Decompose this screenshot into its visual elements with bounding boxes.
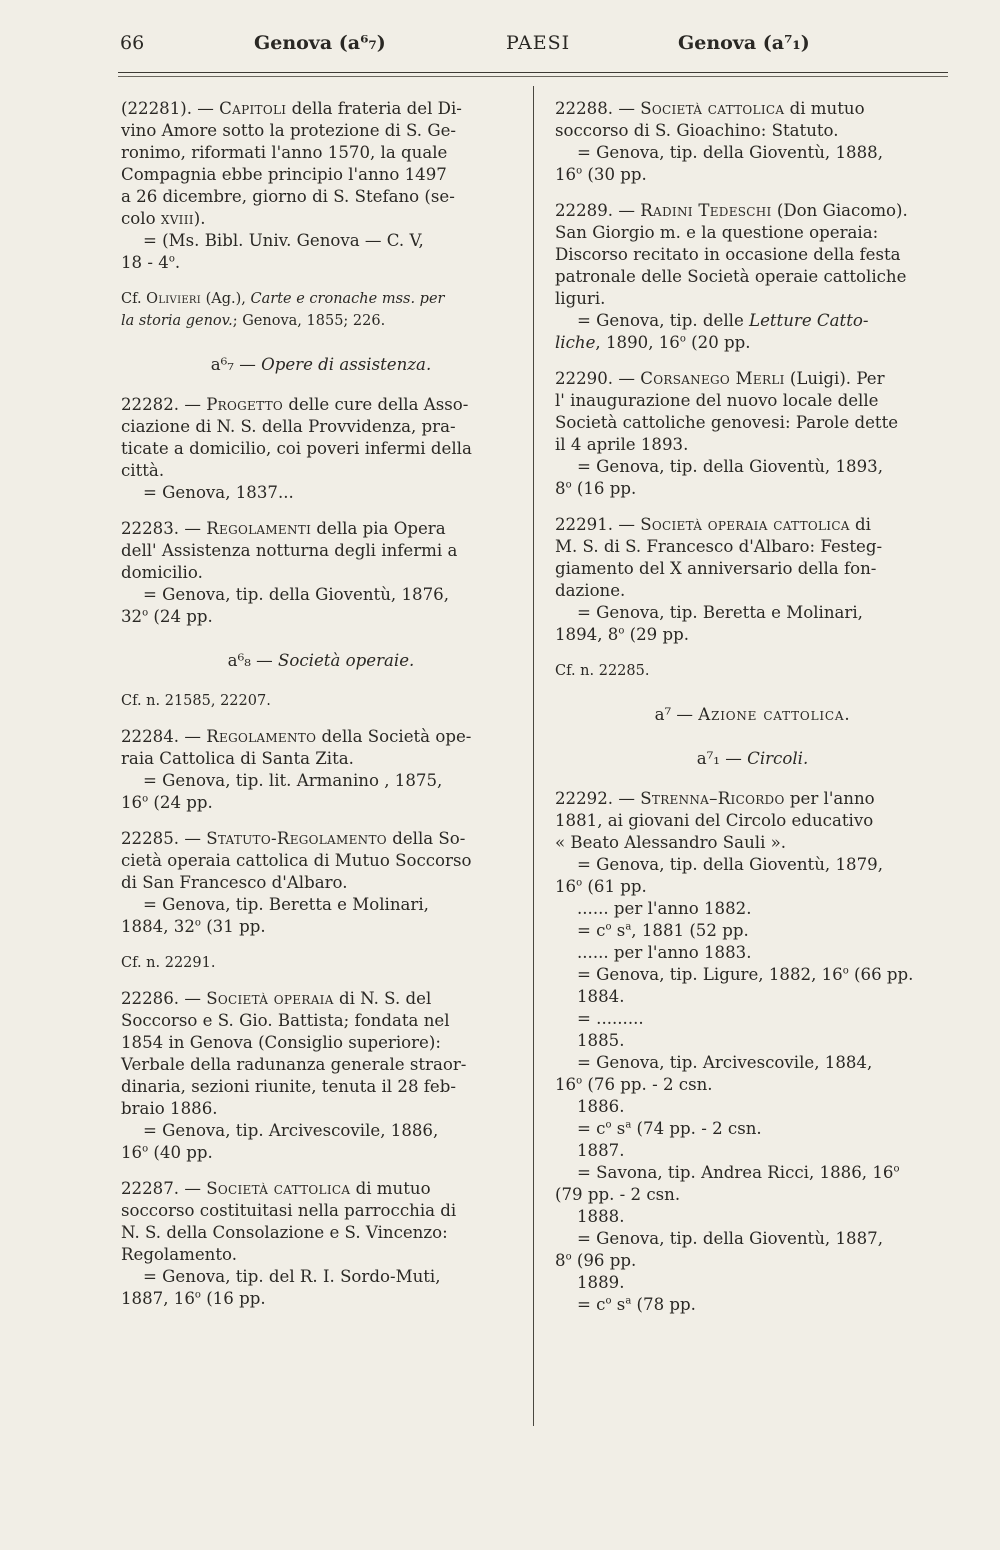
entry-line: 22284. — Regolamento della Società ope- (121, 727, 472, 746)
page-number: 66 (120, 32, 145, 54)
superscript: o (194, 1289, 201, 1301)
small-caps-run: Olivieri (146, 291, 202, 307)
bibliographic-entry (555, 200, 950, 354)
entry-line: Discorso recitato in occasione della festa (555, 245, 901, 264)
running-head-right: Genova (a⁷₁) (678, 32, 810, 54)
superscript: o (618, 625, 625, 637)
superscript: o (576, 877, 583, 889)
bibliographic-entry (555, 514, 950, 646)
italic-run: la storia genov. (121, 313, 233, 329)
entry-line: ronimo, riformati l'anno 1570, la quale (121, 143, 448, 162)
small-caps-run: Regolamento (206, 727, 317, 746)
entry-line: 16$^o$ (76 pp. - 2 csn. (555, 1075, 713, 1094)
cross-reference (121, 288, 521, 332)
right-column (555, 98, 950, 1330)
entry-line: = Genova, tip. Ligure, 1882, 16$^o$ (66 pp. (577, 965, 914, 984)
small-caps-run: Capitoli (219, 99, 287, 118)
entry-line: 1886. (577, 1097, 625, 1116)
entry-line: 1884. (577, 987, 625, 1006)
entry-line: 8$^o$ (96 pp. (555, 1251, 637, 1270)
running-head (0, 32, 1000, 66)
entry-line: Regolamento. (121, 1245, 238, 1264)
italic-run: liche (555, 333, 596, 352)
small-caps-run: Progetto (206, 395, 284, 414)
superscript: o (605, 1119, 612, 1131)
entry-line: = Genova, tip. della Gioventù, 1893, (577, 457, 883, 476)
entry-line: cietà operaia cattolica di Mutuo Soccorso (121, 851, 472, 870)
section-heading: a⁷ — Azione cattolica. (654, 705, 851, 724)
entry-line: (79 pp. - 2 csn. (555, 1185, 681, 1204)
small-caps-run: Statuto-Regolamento (206, 829, 387, 848)
entry-line: la storia genov.; Genova, 1855; 226. (121, 313, 386, 329)
entry-line: Soccorso e S. Gio. Battista; fondata nel (121, 1011, 450, 1030)
superscript: o (605, 1295, 612, 1307)
entry-line: 1887. (577, 1141, 625, 1160)
superscript: o (893, 1163, 900, 1175)
entry-line: 1889. (577, 1273, 625, 1292)
italic-run: Letture Catto- (749, 311, 869, 330)
small-caps-run: Radini Tedeschi (640, 201, 772, 220)
entry-line: 16$^o$ (61 pp. (555, 877, 647, 896)
section-label: a⁶₇ (210, 355, 234, 374)
entry-line: 18 - 4$^o$. (121, 253, 181, 272)
entry-line: 22288. — Società cattolica di mutuo (555, 99, 865, 118)
entry-line: = Genova, tip. della Gioventù, 1879, (577, 855, 883, 874)
entry-line: 1888. (577, 1207, 625, 1226)
entry-line: 1887, 16$^o$ (16 pp. (121, 1289, 266, 1308)
superscript: a (625, 921, 632, 933)
entry-line: 16$^o$ (30 pp. (555, 165, 647, 184)
cross-reference (121, 952, 521, 974)
superscript: a (625, 1295, 632, 1307)
entry-line: l' inaugurazione del nuovo locale delle (555, 391, 879, 410)
cross-reference (555, 660, 950, 682)
section-label: a⁶₈ (227, 651, 251, 670)
small-caps-run: Corsanego Merli (640, 369, 785, 388)
entry-line: 22290. — Corsanego Merli (Luigi). Per (555, 369, 885, 388)
entry-line: « Beato Alessandro Sauli ». (555, 833, 787, 852)
superscript: o (168, 253, 175, 265)
superscript: o (142, 1143, 149, 1155)
entry-line: vino Amore sotto la protezione di S. Ge- (121, 121, 457, 140)
small-caps-run: Società cattolica (640, 99, 785, 118)
entry-line: di San Francesco d'Albaro. (121, 873, 348, 892)
section-heading: a⁶₇ — Opere di assistenza. (210, 355, 432, 374)
bibliographic-entry (121, 98, 521, 274)
bibliographic-entry (555, 368, 950, 500)
entry-line: ...... per l'anno 1883. (577, 943, 752, 962)
section-title: Società operaie. (278, 651, 415, 670)
header-rule-thin (118, 76, 948, 77)
entry-line: giamento del X anniversario della fon- (555, 559, 877, 578)
entry-line: Società cattoliche genovesi: Parole dette (555, 413, 899, 432)
superscript: o (576, 165, 583, 177)
section-label: a⁷₁ (696, 749, 720, 768)
entry-line: dinaria, sezioni riunite, tenuta il 28 feb- (121, 1077, 456, 1096)
entry-line: = Genova, 1837... (143, 483, 294, 502)
superscript: o (576, 1075, 583, 1087)
entry-line: il 4 aprile 1893. (555, 435, 689, 454)
entry-line: 1885. (577, 1031, 625, 1050)
entry-line: a 26 dicembre, giorno di S. Stefano (se- (121, 187, 455, 206)
entry-line: 1881, ai giovani del Circolo educativo (555, 811, 874, 830)
entry-line: Compagnia ebbe principio l'anno 1497 (121, 165, 447, 184)
entry-line: 22285. — Statuto-Regolamento della So- (121, 829, 466, 848)
entry-line: 32$^o$ (24 pp. (121, 607, 213, 626)
entry-line: colo xviii). (121, 209, 206, 228)
bibliographic-entry (121, 518, 521, 628)
entry-line: città. (121, 461, 165, 480)
small-caps-run: Società operaia cattolica (640, 515, 850, 534)
entry-line: = Genova, tip. del R. I. Sordo-Muti, (143, 1267, 441, 1286)
entry-line: = Genova, tip. lit. Armanino , 1875, (143, 771, 443, 790)
superscript: o (565, 1251, 572, 1263)
entry-line: 22282. — Progetto delle cure della Asso- (121, 395, 469, 414)
entry-line: Cf. n. 22291. (121, 955, 216, 971)
small-caps-run: Società cattolica (206, 1179, 351, 1198)
entry-line: ciazione di N. S. della Provvidenza, pra- (121, 417, 456, 436)
superscript: a (625, 1119, 632, 1131)
cross-reference (121, 690, 521, 712)
section-title: Azione cattolica. (698, 705, 851, 724)
entry-line: = Genova, tip. Beretta e Molinari, (577, 603, 863, 622)
entry-line: = (Ms. Bibl. Univ. Genova — C. V, (143, 231, 424, 250)
entry-line: dell' Assistenza notturna degli infermi a (121, 541, 458, 560)
section-title: Circoli. (747, 749, 809, 768)
entry-line: San Giorgio m. e la questione operaia: (555, 223, 879, 242)
section-title: Opere di assistenza. (261, 355, 432, 374)
entry-line: = Genova, tip. delle Letture Catto- (577, 311, 869, 330)
entry-line: Cf. n. 21585, 22207. (121, 693, 271, 709)
entry-line: (22281). — Capitoli della frateria del Di- (121, 99, 462, 118)
small-caps-run: xviii (160, 209, 194, 228)
entry-line: 1854 in Genova (Consiglio superiore): (121, 1033, 441, 1052)
entry-line: = ......... (577, 1009, 644, 1028)
entry-line: soccorso costituitasi nella parrocchia di (121, 1201, 457, 1220)
bibliographic-entry (121, 828, 521, 938)
superscript: o (565, 479, 572, 491)
entry-line: 22291. — Società operaia cattolica di (555, 515, 871, 534)
entry-line: ticate a domicilio, coi poveri infermi della (121, 439, 472, 458)
entry-line: domicilio. (121, 563, 203, 582)
entry-line: patronale delle Società operaie cattoliche (555, 267, 907, 286)
bibliographic-entry (121, 726, 521, 814)
entry-line: raia Cattolica di Santa Zita. (121, 749, 354, 768)
entry-line: Cf. n. 22285. (555, 663, 650, 679)
entry-line: liguri. (555, 289, 606, 308)
superscript: o (142, 793, 149, 805)
entry-line: = $c^o$ $s^a$, 1881 (52 pp. (577, 921, 749, 940)
entry-line: = Genova, tip. della Gioventù, 1888, (577, 143, 883, 162)
section-heading: a⁷₁ — Circoli. (696, 749, 809, 768)
entry-line: = $c^o$ $s^a$ (74 pp. - 2 csn. (577, 1119, 762, 1138)
entry-line: braio 1886. (121, 1099, 218, 1118)
italic-run: Carte e cronache mss. per (250, 291, 445, 307)
entry-line: 22292. — Strenna–Ricordo per l'anno (555, 789, 875, 808)
header-rule (118, 72, 948, 73)
entry-line: = Genova, tip. Beretta e Molinari, (143, 895, 429, 914)
section-label: a⁷ (654, 705, 672, 724)
section-heading: a⁶₈ — Società operaie. (227, 651, 415, 670)
entry-line: 22283. — Regolamenti della pia Opera (121, 519, 446, 538)
bibliographic-entry (121, 1178, 521, 1310)
entry-line: ...... per l'anno 1882. (577, 899, 752, 918)
entry-line: = Genova, tip. della Gioventù, 1876, (143, 585, 449, 604)
entry-line: M. S. di S. Francesco d'Albaro: Festeg- (555, 537, 883, 556)
entry-line: Verbale della radunanza generale straor- (121, 1055, 467, 1074)
running-head-center: PAESI (506, 32, 571, 54)
superscript: o (194, 917, 201, 929)
superscript: o (142, 607, 149, 619)
entry-line: liche, 1890, 16$^o$ (20 pp. (555, 333, 751, 352)
entry-line: 8$^o$ (16 pp. (555, 479, 637, 498)
entry-line: = Genova, tip. Arcivescovile, 1884, (577, 1053, 873, 1072)
entry-line: = $c^o$ $s^a$ (78 pp. (577, 1295, 696, 1314)
entry-line: = Genova, tip. della Gioventù, 1887, (577, 1229, 883, 1248)
superscript: o (679, 333, 686, 345)
small-caps-run: Società operaia (206, 989, 334, 1008)
entry-line: N. S. della Consolazione e S. Vincenzo: (121, 1223, 448, 1242)
entry-line: 22287. — Società cattolica di mutuo (121, 1179, 431, 1198)
entry-line: 1884, 32$^o$ (31 pp. (121, 917, 266, 936)
bibliographic-entry (555, 98, 950, 186)
superscript: o (842, 965, 849, 977)
entry-line: soccorso di S. Gioachino: Statuto. (555, 121, 839, 140)
left-column (121, 98, 521, 1324)
bibliographic-entry (121, 394, 521, 504)
bibliographic-entry (121, 988, 521, 1164)
bibliographic-entry (555, 788, 950, 1316)
entry-line: Cf. Olivieri (Ag.), Carte e cronache mss. per (121, 291, 445, 307)
entry-line: 16$^o$ (24 pp. (121, 793, 213, 812)
running-head-left: Genova (a⁶₇) (254, 32, 386, 54)
small-caps-run: Strenna–Ricordo (640, 789, 785, 808)
entry-line: dazione. (555, 581, 626, 600)
entry-line: 22286. — Società operaia di N. S. del (121, 989, 432, 1008)
entry-line: 16$^o$ (40 pp. (121, 1143, 213, 1162)
small-caps-run: Regolamenti (206, 519, 312, 538)
entry-line: = Savona, tip. Andrea Ricci, 1886, 16$^o$ (577, 1163, 900, 1182)
entry-line: 1894, 8$^o$ (29 pp. (555, 625, 690, 644)
superscript: o (605, 921, 612, 933)
entry-line: 22289. — Radini Tedeschi (Don Giacomo). (555, 201, 908, 220)
column-divider (533, 86, 534, 1426)
entry-line: = Genova, tip. Arcivescovile, 1886, (143, 1121, 439, 1140)
